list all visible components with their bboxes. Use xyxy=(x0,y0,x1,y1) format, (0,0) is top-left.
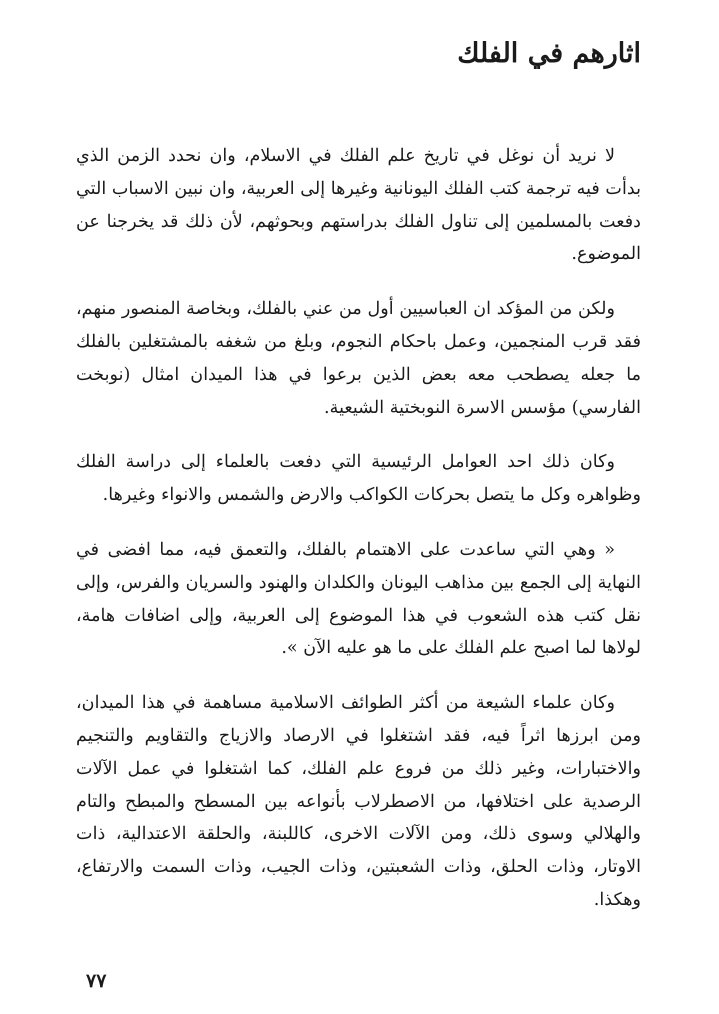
paragraph-4-quote: « وهي التي ساعدت على الاهتمام بالفلك، والتعمق فيه، مما افضى في النهاية إلى الجمع بين مذاهب اليونان والكلدان والهنود والسريان والفرس، وإلى نقل كتب هذه الشعوب في هذا الموضوع إلى العربية، وإلى اضافات هامة، لولاها لما اصبح علم الفلك على ما هو عليه الآن ». xyxy=(76,539,641,659)
page-number: ٧٧ xyxy=(86,970,107,992)
paragraph-2: ولكن من المؤكد ان العباسيين أول من عني بالفلك، وبخاصة المنصور منهم، فقد قرب المنجمين، وعمل باحكام النجوم، وبلغ من شغفه بالمشتغلين بالفلك ما جعله يصطحب معه بعض الذين برعوا في هذا الميدان امثال (نوبخت الفارسي) مؤسس الاسرة النوبختية الشيعية. xyxy=(76,299,641,418)
page-title: اثارهم في الفلك xyxy=(457,38,641,69)
paragraph-3: وكان ذلك احد العوامل الرئيسية التي دفعت بالعلماء إلى دراسة الفلك وظواهره وكل ما يتصل بحركات الكواكب والارض والشمس والانواء وغيرها. xyxy=(76,452,641,506)
body-text xyxy=(76,140,641,917)
paragraph-1: لا نريد أن نوغل في تاريخ علم الفلك في الاسلام، وان نحدد الزمن الذي بدأت فيه ترجمة كتب الفلك اليونانية وغيرها إلى العربية، وان نبين الاسباب التي دفعت بالمسلمين إلى تناول الفلك بدراستهم وبحوثهم، لأن ذلك قد يخرجنا عن الموضوع. xyxy=(76,146,641,265)
paragraph-5: وكان علماء الشيعة من أكثر الطوائف الاسلامية مساهمة في هذا الميدان، ومن ابرزها اثراً فيه، فقد اشتغلوا في الارصاد والازياج والتقاويم والتنجيم والاختبارات، وغير ذلك من فروع علم الفلك، كما اشتغلوا في عمل الآلات الرصدية على اختلافها، من الاصطرلاب بأنواعه بين المسطح والمبطح والتام والهلالي وسوى ذلك، ومن الآلات الاخرى، كاللبنة، والحلقة الاعتدالية، ذات الاوتار، وذات الحلق، وذات الشعبتين، وذات الجيب، وذات السمت والارتفاع، وهكذا. xyxy=(76,693,641,910)
